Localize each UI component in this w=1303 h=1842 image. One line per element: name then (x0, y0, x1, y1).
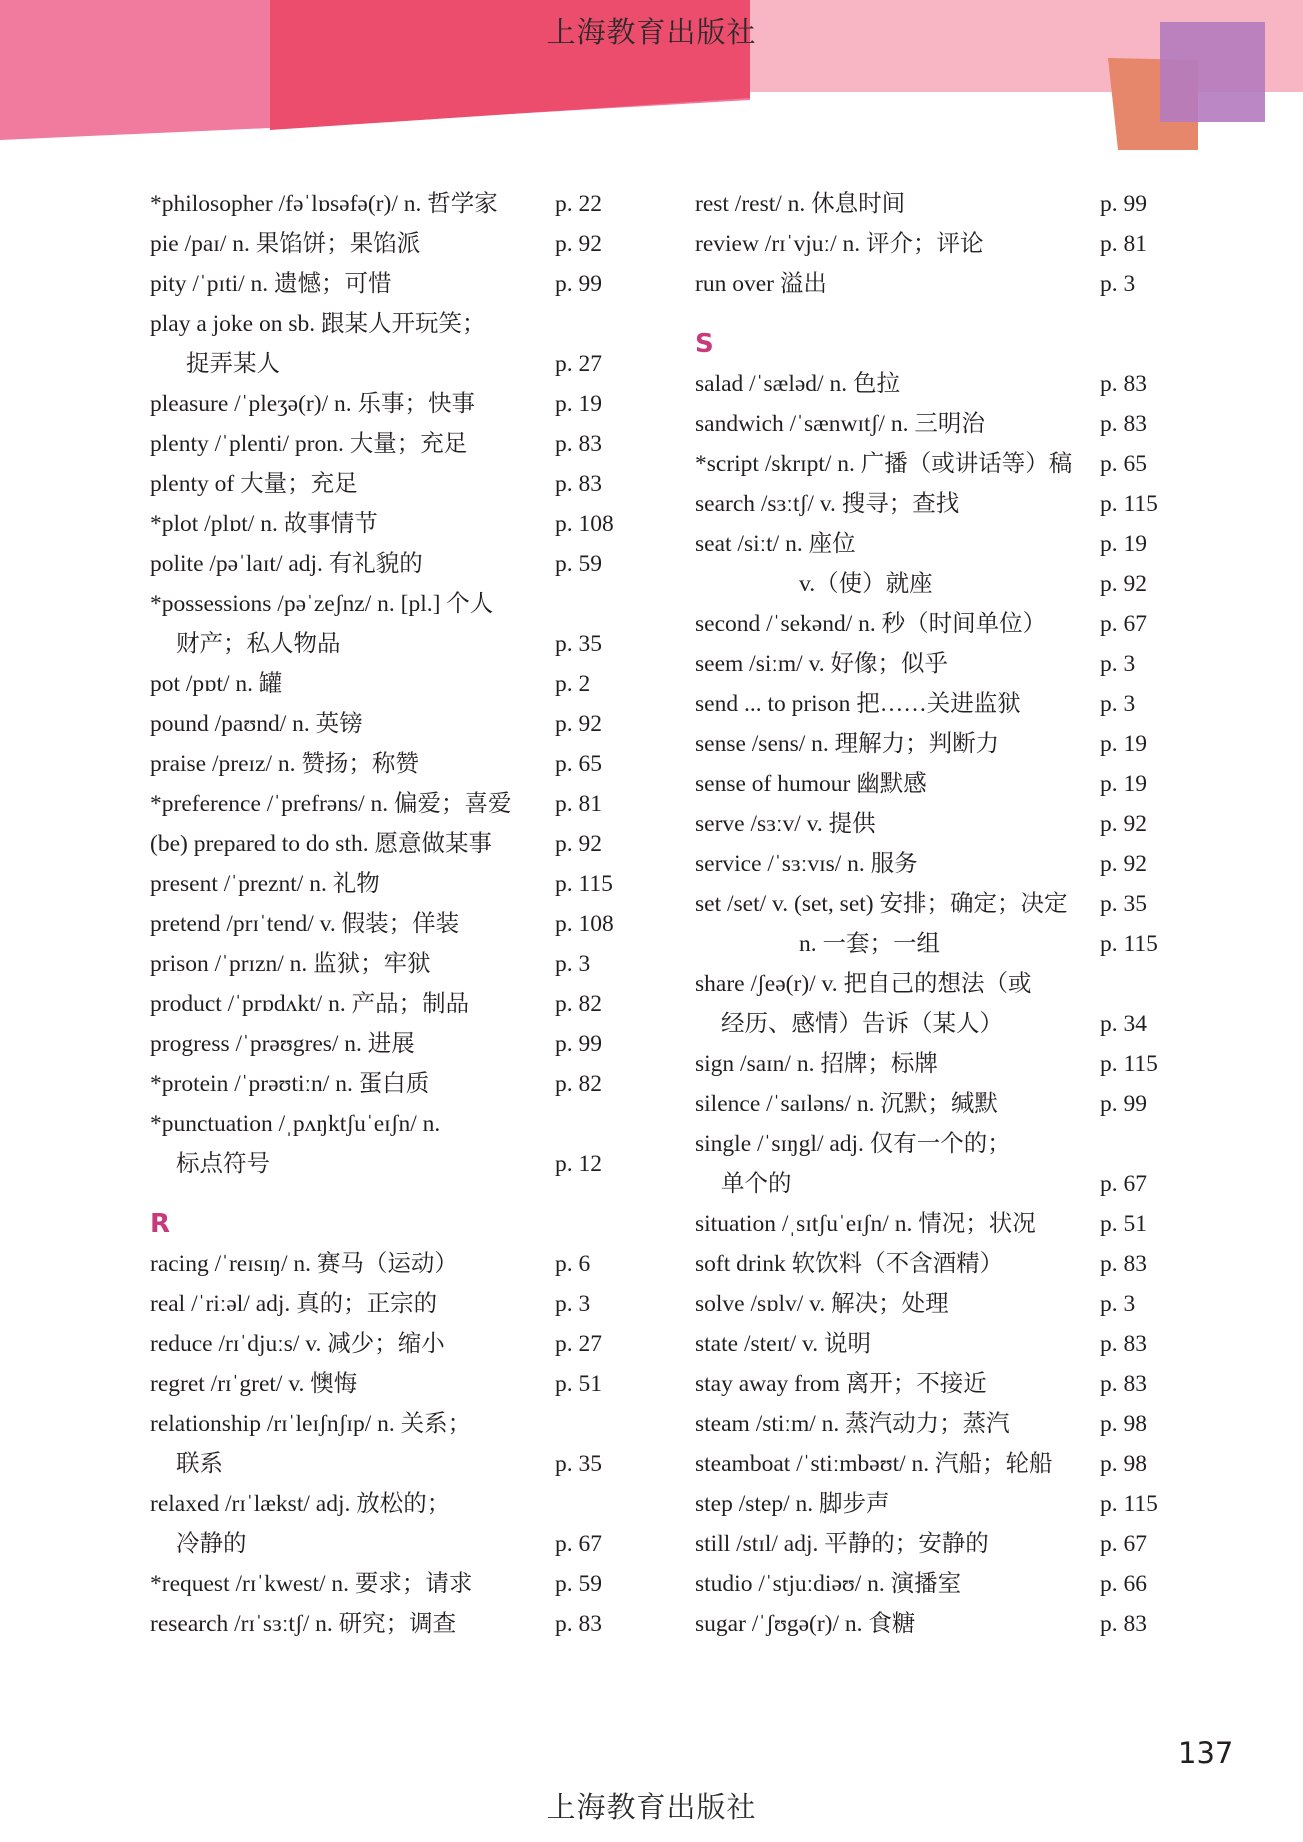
index-entry (695, 564, 1195, 604)
entry-page-ref: p. 108 (555, 511, 614, 537)
entry-text: plenty of 大量；充足 (150, 471, 358, 497)
index-entry (150, 1284, 650, 1324)
index-entry (695, 644, 1195, 684)
entry-page-ref: p. 83 (555, 431, 602, 457)
index-entry (695, 1204, 1195, 1244)
entry-text: pity /ˈpɪti/ n. 遗憾；可惜 (150, 271, 392, 297)
entry-text: serve /sɜːv/ v. 提供 (695, 811, 876, 837)
entry-text: regret /rɪˈgret/ v. 懊悔 (150, 1371, 358, 1397)
entry-text: studio /ˈstjuːdiəʊ/ n. 演播室 (695, 1571, 962, 1597)
index-entry (150, 544, 650, 584)
entry-text: silence /ˈsaɪləns/ n. 沉默；缄默 (695, 1091, 998, 1117)
entry-text: steamboat /ˈstiːmbəʊt/ n. 汽船；轮船 (695, 1451, 1053, 1477)
index-entry (150, 944, 650, 984)
index-entry (695, 764, 1195, 804)
index-entry (150, 1604, 650, 1644)
index-entry (695, 884, 1195, 924)
entry-page-ref: p. 82 (555, 991, 602, 1017)
index-entry (695, 724, 1195, 764)
entry-text: racing /ˈreɪsɪŋ/ n. 赛马（运动） (150, 1251, 458, 1277)
entry-text: relationship /rɪˈleɪʃnʃɪp/ n. 关系； (150, 1411, 472, 1437)
entry-page-ref: p. 92 (1100, 811, 1147, 837)
entry-page-ref: p. 115 (1100, 1051, 1158, 1077)
entry-page-ref: p. 98 (1100, 1451, 1147, 1477)
index-entry (695, 484, 1195, 524)
entry-page-ref: p. 27 (555, 1331, 602, 1357)
entry-text: praise /preɪz/ n. 赞扬；称赞 (150, 751, 419, 777)
entry-page-ref: p. 92 (555, 231, 602, 257)
index-entry (695, 1084, 1195, 1124)
entry-text: *plot /plɒt/ n. 故事情节 (150, 511, 378, 537)
entry-page-ref: p. 83 (555, 1611, 602, 1637)
entry-page-ref: p. 81 (555, 791, 602, 817)
publisher-footer: 上海教育出版社 (546, 1790, 757, 1824)
entry-page-ref: p. 51 (555, 1371, 602, 1397)
entry-text: present /ˈpreznt/ n. 礼物 (150, 871, 380, 897)
entry-page-ref: p. 2 (555, 671, 591, 697)
entry-text: pretend /prɪˈtend/ v. 假装；佯装 (150, 911, 460, 937)
index-entry (695, 1284, 1195, 1324)
entry-text: *script /skrɪpt/ n. 广播（或讲话等）稿 (695, 451, 1073, 477)
index-column-left (150, 184, 650, 1644)
entry-page-ref: p. 81 (1100, 231, 1147, 257)
entry-text: review /rɪˈvjuː/ n. 评介；评论 (695, 231, 984, 257)
entry-text: stay away from 离开；不接近 (695, 1371, 987, 1397)
entry-page-ref: p. 59 (555, 551, 602, 577)
index-entry (150, 744, 650, 784)
entry-page-ref: p. 115 (1100, 491, 1158, 517)
index-entry (695, 1044, 1195, 1084)
entry-text: n. 一套；一组 (799, 931, 940, 957)
index-entry (695, 684, 1195, 724)
entry-page-ref: p. 3 (1100, 691, 1136, 717)
entry-text: real /ˈriːəl/ adj. 真的；正宗的 (150, 1291, 438, 1317)
entry-text: v.（使）就座 (799, 571, 933, 597)
index-entry (150, 384, 650, 424)
entry-page-ref: p. 67 (1100, 1531, 1147, 1557)
entry-page-ref: p. 3 (1100, 1291, 1136, 1317)
entry-page-ref: p. 92 (555, 711, 602, 737)
entry-text: sense /sens/ n. 理解力；判断力 (695, 731, 1000, 757)
index-entry (150, 464, 650, 504)
entry-text: salad /ˈsæləd/ n. 色拉 (695, 371, 900, 397)
entry-page-ref: p. 92 (1100, 571, 1147, 597)
entry-page-ref: p. 35 (1100, 891, 1147, 917)
index-entry (695, 1444, 1195, 1484)
entry-page-ref: p. 99 (555, 271, 602, 297)
index-entry (150, 184, 650, 224)
entry-page-ref: p. 99 (1100, 191, 1147, 217)
index-entry (150, 264, 650, 304)
entry-page-ref: p. 83 (1100, 1371, 1147, 1397)
entry-text: second /ˈsekənd/ n. 秒（时间单位） (695, 611, 1047, 637)
entry-page-ref: p. 83 (1100, 1611, 1147, 1637)
entry-page-ref: p. 34 (1100, 1011, 1147, 1037)
entry-page-ref: p. 35 (555, 1451, 602, 1477)
entry-text: *philosopher /fəˈlɒsəfə(r)/ n. 哲学家 (150, 191, 498, 217)
index-entry (695, 844, 1195, 884)
index-entry (695, 1364, 1195, 1404)
entry-page-ref: p. 67 (1100, 1171, 1147, 1197)
index-entry (695, 604, 1195, 644)
spacer (150, 1184, 650, 1204)
entry-text: steam /stiːm/ n. 蒸汽动力；蒸汽 (695, 1411, 1010, 1437)
index-entry (150, 784, 650, 824)
entry-text: sugar /ˈʃʊgə(r)/ n. 食糖 (695, 1611, 916, 1637)
entry-page-ref: p. 83 (1100, 411, 1147, 437)
entry-page-ref: p. 83 (1100, 371, 1147, 397)
entry-text: play a joke on sb. 跟某人开玩笑； (150, 311, 486, 337)
entry-page-ref: p. 59 (555, 1571, 602, 1597)
entry-text: 联系 (176, 1451, 223, 1477)
entry-text: pound /paʊnd/ n. 英镑 (150, 711, 363, 737)
index-entry (695, 924, 1195, 964)
entry-page-ref: p. 82 (555, 1071, 602, 1097)
entry-page-ref: p. 6 (555, 1251, 591, 1277)
index-entry (695, 804, 1195, 844)
index-entry (695, 964, 1195, 1004)
entry-text: pot /pɒt/ n. 罐 (150, 671, 283, 697)
index-entry (695, 1244, 1195, 1284)
index-entry (695, 364, 1195, 404)
entry-page-ref: p. 115 (555, 871, 613, 897)
entry-text: situation /ˌsɪtʃuˈeɪʃn/ n. 情况；状况 (695, 1211, 1036, 1237)
entry-page-ref: p. 99 (555, 1031, 602, 1057)
index-entry (150, 1144, 650, 1184)
index-entry (695, 524, 1195, 564)
entry-text: set /set/ v. (set, set) 安排；确定；决定 (695, 891, 1068, 917)
index-entry (150, 1324, 650, 1364)
entry-text: pleasure /ˈpleʒə(r)/ n. 乐事；快事 (150, 391, 475, 417)
index-entry (150, 504, 650, 544)
entry-text: sandwich /ˈsænwɪtʃ/ n. 三明治 (695, 411, 985, 437)
entry-page-ref: p. 83 (1100, 1251, 1147, 1277)
index-entry (150, 624, 650, 664)
index-entry (150, 904, 650, 944)
entry-text: send ... to prison 把……关进监狱 (695, 691, 1021, 717)
index-entry (695, 1604, 1195, 1644)
entry-page-ref: p. 98 (1100, 1411, 1147, 1437)
entry-text: prison /ˈprɪzn/ n. 监狱；牢狱 (150, 951, 431, 977)
page-number: 137 (1178, 1736, 1234, 1770)
entry-page-ref: p. 92 (555, 831, 602, 857)
section-letter: S (695, 329, 714, 359)
entry-text: step /step/ n. 脚步声 (695, 1491, 890, 1517)
entry-text: *punctuation /ˌpʌŋktʃuˈeɪʃn/ n. (150, 1111, 441, 1137)
entry-page-ref: p. 99 (1100, 1091, 1147, 1117)
entry-text: service /ˈsɜːvɪs/ n. 服务 (695, 851, 918, 877)
index-entry (695, 404, 1195, 444)
entry-text: 捉弄某人 (186, 351, 280, 377)
entry-page-ref: p. 51 (1100, 1211, 1147, 1237)
entry-text: reduce /rɪˈdjuːs/ v. 减少；缩小 (150, 1331, 445, 1357)
entry-text: rest /rest/ n. 休息时间 (695, 191, 906, 217)
entry-text: 冷静的 (176, 1531, 247, 1557)
index-entry (150, 704, 650, 744)
index-entry (150, 664, 650, 704)
index-entry (150, 424, 650, 464)
entry-page-ref: p. 19 (1100, 531, 1147, 557)
entry-text: pie /paɪ/ n. 果馅饼；果馅派 (150, 231, 421, 257)
entry-text: state /steɪt/ v. 说明 (695, 1331, 872, 1357)
entry-page-ref: p. 12 (555, 1151, 602, 1177)
spacer (695, 304, 1195, 324)
entry-page-ref: p. 19 (1100, 731, 1147, 757)
entry-text: single /ˈsɪŋgl/ adj. 仅有一个的； (695, 1131, 1011, 1157)
entry-page-ref: p. 83 (555, 471, 602, 497)
entry-page-ref: p. 115 (1100, 1491, 1158, 1517)
entry-text: seem /siːm/ v. 好像；似乎 (695, 651, 949, 677)
entry-text: 经历、感情）告诉（某人） (721, 1011, 1003, 1037)
index-entry (150, 584, 650, 624)
index-entry (695, 1324, 1195, 1364)
entry-text: plenty /ˈplenti/ pron. 大量；充足 (150, 431, 468, 457)
entry-text: *possessions /pəˈzeʃnz/ n. [pl.] 个人 (150, 591, 494, 617)
index-entry (695, 1164, 1195, 1204)
entry-text: relaxed /rɪˈlækst/ adj. 放松的； (150, 1491, 451, 1517)
index-entry (695, 1484, 1195, 1524)
entry-text: sign /saɪn/ n. 招牌；标牌 (695, 1051, 938, 1077)
index-entry (695, 1524, 1195, 1564)
entry-text: research /rɪˈsɜːtʃ/ n. 研究；调查 (150, 1611, 457, 1637)
entry-page-ref: p. 27 (555, 351, 602, 377)
index-entry (150, 1244, 650, 1284)
index-entry (150, 1404, 650, 1444)
entry-text: product /ˈprɒdʌkt/ n. 产品；制品 (150, 991, 470, 1017)
entry-page-ref: p. 83 (1100, 1331, 1147, 1357)
entry-text: sense of humour 幽默感 (695, 771, 927, 797)
entry-page-ref: p. 92 (1100, 851, 1147, 877)
entry-text: seat /siːt/ n. 座位 (695, 531, 856, 557)
index-entry (150, 224, 650, 264)
entry-text: 财产；私人物品 (176, 631, 341, 657)
entry-text: 单个的 (721, 1171, 792, 1197)
entry-page-ref: p. 22 (555, 191, 602, 217)
entry-page-ref: p. 108 (555, 911, 614, 937)
entry-text: *protein /ˈprəʊtiːn/ n. 蛋白质 (150, 1071, 430, 1097)
entry-page-ref: p. 35 (555, 631, 602, 657)
section-letter: R (150, 1209, 171, 1239)
index-entry (150, 984, 650, 1024)
entry-page-ref: p. 67 (1100, 611, 1147, 637)
index-column-right (695, 184, 1195, 1644)
entry-page-ref: p. 19 (1100, 771, 1147, 797)
entry-text: progress /ˈprəʊgres/ n. 进展 (150, 1031, 415, 1057)
index-entry (150, 1024, 650, 1064)
index-entry (695, 184, 1195, 224)
entry-text: still /stɪl/ adj. 平静的；安静的 (695, 1531, 989, 1557)
entry-page-ref: p. 3 (1100, 271, 1136, 297)
index-entry (695, 1564, 1195, 1604)
entry-text: share /ʃeə(r)/ v. 把自己的想法（或 (695, 971, 1032, 997)
entry-text: soft drink 软饮料（不含酒精） (695, 1251, 1004, 1277)
index-entry (150, 1064, 650, 1104)
index-entry (150, 1564, 650, 1604)
entry-text: *request /rɪˈkwest/ n. 要求；请求 (150, 1571, 473, 1597)
entry-page-ref: p. 3 (555, 951, 591, 977)
index-entry (695, 264, 1195, 304)
index-entry (150, 1104, 650, 1144)
entry-page-ref: p. 67 (555, 1531, 602, 1557)
entry-text: search /sɜːtʃ/ v. 搜寻；查找 (695, 491, 960, 517)
index-entry (695, 1124, 1195, 1164)
index-entry (695, 1404, 1195, 1444)
index-entry (695, 224, 1195, 264)
index-entry (150, 1444, 650, 1484)
entry-text: *preference /ˈprefrəns/ n. 偏爱；喜爱 (150, 791, 512, 817)
index-entry (695, 444, 1195, 484)
entry-text: 标点符号 (176, 1151, 270, 1177)
entry-page-ref: p. 65 (1100, 451, 1147, 477)
entry-page-ref: p. 65 (555, 751, 602, 777)
entry-page-ref: p. 115 (1100, 931, 1158, 957)
index-entry (150, 864, 650, 904)
entry-text: (be) prepared to do sth. 愿意做某事 (150, 831, 492, 857)
entry-text: run over 溢出 (695, 271, 827, 297)
entry-page-ref: p. 3 (555, 1291, 591, 1317)
index-entry (150, 824, 650, 864)
index-entry (150, 1524, 650, 1564)
entry-text: solve /sɒlv/ v. 解决；处理 (695, 1291, 949, 1317)
entry-text: polite /pəˈlaɪt/ adj. 有礼貌的 (150, 551, 423, 577)
entry-page-ref: p. 66 (1100, 1571, 1147, 1597)
index-entry (150, 1364, 650, 1404)
entry-page-ref: p. 3 (1100, 651, 1136, 677)
index-entry (695, 1004, 1195, 1044)
publisher-header: 上海教育出版社 (546, 15, 757, 49)
index-entry (150, 304, 650, 344)
index-entry (150, 1484, 650, 1524)
entry-page-ref: p. 19 (555, 391, 602, 417)
index-entry (150, 344, 650, 384)
